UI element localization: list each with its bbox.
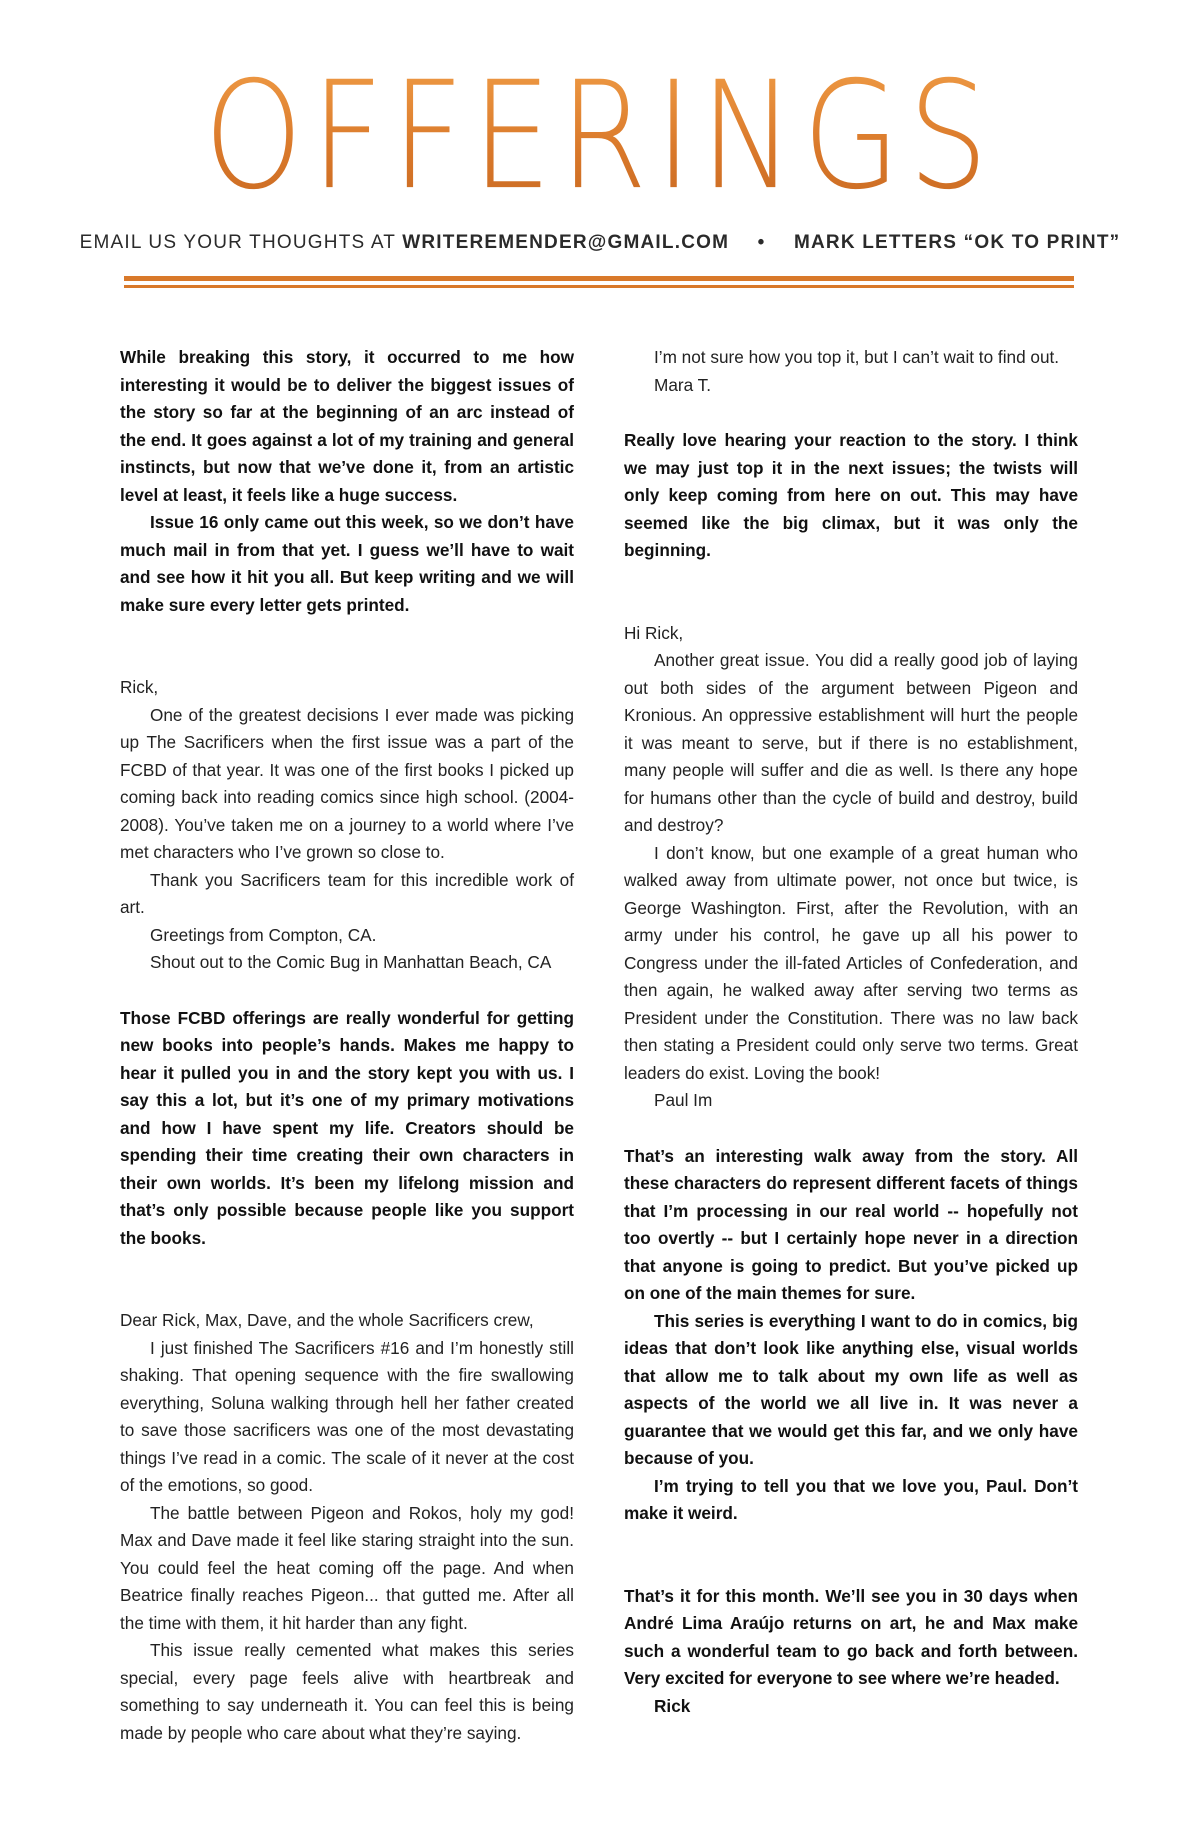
editor-intro xyxy=(120,344,574,619)
editor-signoff xyxy=(624,1583,1078,1721)
letter-paragraph: Shout out to the Comic Bug in Manhattan Beach, CA xyxy=(150,952,552,972)
letter-2-continued xyxy=(624,344,1078,399)
letter-salutation: Dear Rick, Max, Dave, and the whole Sacrificers crew, xyxy=(120,1310,534,1330)
print-note: MARK LETTERS “OK TO PRINT” xyxy=(793,232,1121,253)
editor-reply-1 xyxy=(120,1005,574,1253)
email-prompt: EMAIL US YOUR THOUGHTS AT xyxy=(79,232,396,253)
letter-1 xyxy=(120,674,574,977)
letter-signature: Paul Im xyxy=(654,1090,713,1110)
letter-2 xyxy=(120,1307,574,1747)
letter-signature: Mara T. xyxy=(654,374,711,395)
reply-paragraph: This series is everything I want to do in comics, big ideas that don’t look like anything else, visual worlds that allow me to talk about my own life as well as aspects of the world we all live in. It was never a guarantee that we would get this far, and we only have because of you. xyxy=(624,1310,1078,1468)
letter-paragraph: Greetings from Compton, CA. xyxy=(150,924,377,945)
reply-paragraph: That’s an interesting walk away from the story. All these characters do represent different facets of things that I’m processing in our real world -- hopefully not too overtly -- but I certainly hope never in a direction that anyone is going to predict. But you’ve picked up on one of the main themes for sure. xyxy=(624,1145,1078,1303)
letter-salutation: Hi Rick, xyxy=(624,622,684,643)
right-column xyxy=(624,344,1078,1720)
letter-paragraph: The battle between Pigeon and Rokos, holy my god! Max and Dave made it feel like staring straight into the sun. You could feel the heat coming off the page. And when Beatrice finally reaches Pigeon... that gutted me. After all the time with them, it hit harder than any fight. xyxy=(120,1502,574,1633)
editor-reply-3 xyxy=(624,1143,1078,1528)
editor-intro-paragraph: Issue 16 only came out this week, so we don’t have much mail in from that yet. I guess we’ll have to wait and see how it hit you all. But keep writing and we will make sure every letter gets printed. xyxy=(120,512,574,615)
editor-intro-paragraph: While breaking this story, it occurred to me how interesting it would be to deliver the biggest issues of the story so far at the beginning of an arc instead of the end. It goes against a lot of my training and general instincts, but now that we’ve done it, from an artistic level at least, it feels like a huge success. xyxy=(120,347,574,505)
contact-line xyxy=(0,232,1200,254)
reply-paragraph: Those FCBD offerings are really wonderful for getting new books into people’s hands. Makes me happy to hear it pulled you in and the story kept you with us. I say this a lot, but it’s one of my primary motivations and how I have spent my life. Creators should be spending their time creating their own characters in their own worlds. It’s been my lifelong mission and that’s only possible because people like you support the books. xyxy=(120,1007,574,1248)
letter-paragraph: One of the greatest decisions I ever made was picking up The Sacrificers when the first issue was a part of the FCBD of that year. It was one of the first books I picked up coming back into reading comics since high school. (2004-2008). You’ve taken me on a journey to a world where I’ve met characters who I’ve grown so close to. xyxy=(120,704,574,862)
header-rule-thick xyxy=(124,276,1074,281)
letter-paragraph: This issue really cemented what makes this series special, every page feels alive with heartbreak and something to say underneath it. You can feel this is being made by people who care about what they’re saying. xyxy=(120,1640,574,1743)
letter-paragraph: I don’t know, but one example of a great human who walked away from ultimate power, not once but twice, is George Washington. First, after the Revolution, with an army under his control, he gave up all his power to Congress under the ill-fated Articles of Confederation, and then again, he walked away after serving two terms as President under the Constitution. There was no law back then stating a President could only serve two terms. Great leaders do exist. Loving the book! xyxy=(624,842,1078,1083)
letter-paragraph: Thank you Sacrificers team for this incredible work of art. xyxy=(120,869,574,917)
header-rule-thin xyxy=(124,285,1074,288)
separator-dot: • xyxy=(757,232,766,253)
page-title: OFFERINGS xyxy=(0,62,1200,211)
letter-paragraph: I just finished The Sacrificers #16 and I’m honestly still shaking. That opening sequence with the fire swallowing everything, Soluna walking through hell her father created to save those sacrificers was one of the most devastating things I’ve read in a comic. The scale of it never at the cost of the emotions, so good. xyxy=(120,1337,574,1495)
editor-reply-2 xyxy=(624,427,1078,565)
left-column xyxy=(120,344,574,1747)
letter-salutation: Rick, xyxy=(120,677,159,697)
reply-paragraph: I’m trying to tell you that we love you, Paul. Don’t make it weird. xyxy=(624,1475,1078,1523)
signoff-paragraph: That’s it for this month. We’ll see you in 30 days when André Lima Araújo returns on art, he and Max make such a wonderful team to go back and forth between. Very excited for everyone to see where we’re headed. xyxy=(624,1585,1078,1688)
editor-signature: Rick xyxy=(654,1695,691,1716)
letter-3 xyxy=(624,620,1078,1115)
masthead xyxy=(0,49,1200,223)
reply-paragraph: Really love hearing your reaction to the story. I think we may just top it in the next issues; the twists will only keep coming from here on out. This may have seemed like the big climax, but it was only the beginning. xyxy=(624,430,1078,560)
letter-paragraph: I’m not sure how you top it, but I can’t wait to find out. xyxy=(654,347,1060,367)
email-address[interactable]: WRITEREMENDER@GMAIL.COM xyxy=(402,232,730,253)
letter-paragraph: Another great issue. You did a really good job of laying out both sides of the argument between Pigeon and Kronious. An oppressive establishment will hurt the people it was meant to serve, but if there is no establishment, many people will suffer and die as well. Is there any hope for humans other than the cycle of build and destroy, build and destroy? xyxy=(624,650,1078,835)
